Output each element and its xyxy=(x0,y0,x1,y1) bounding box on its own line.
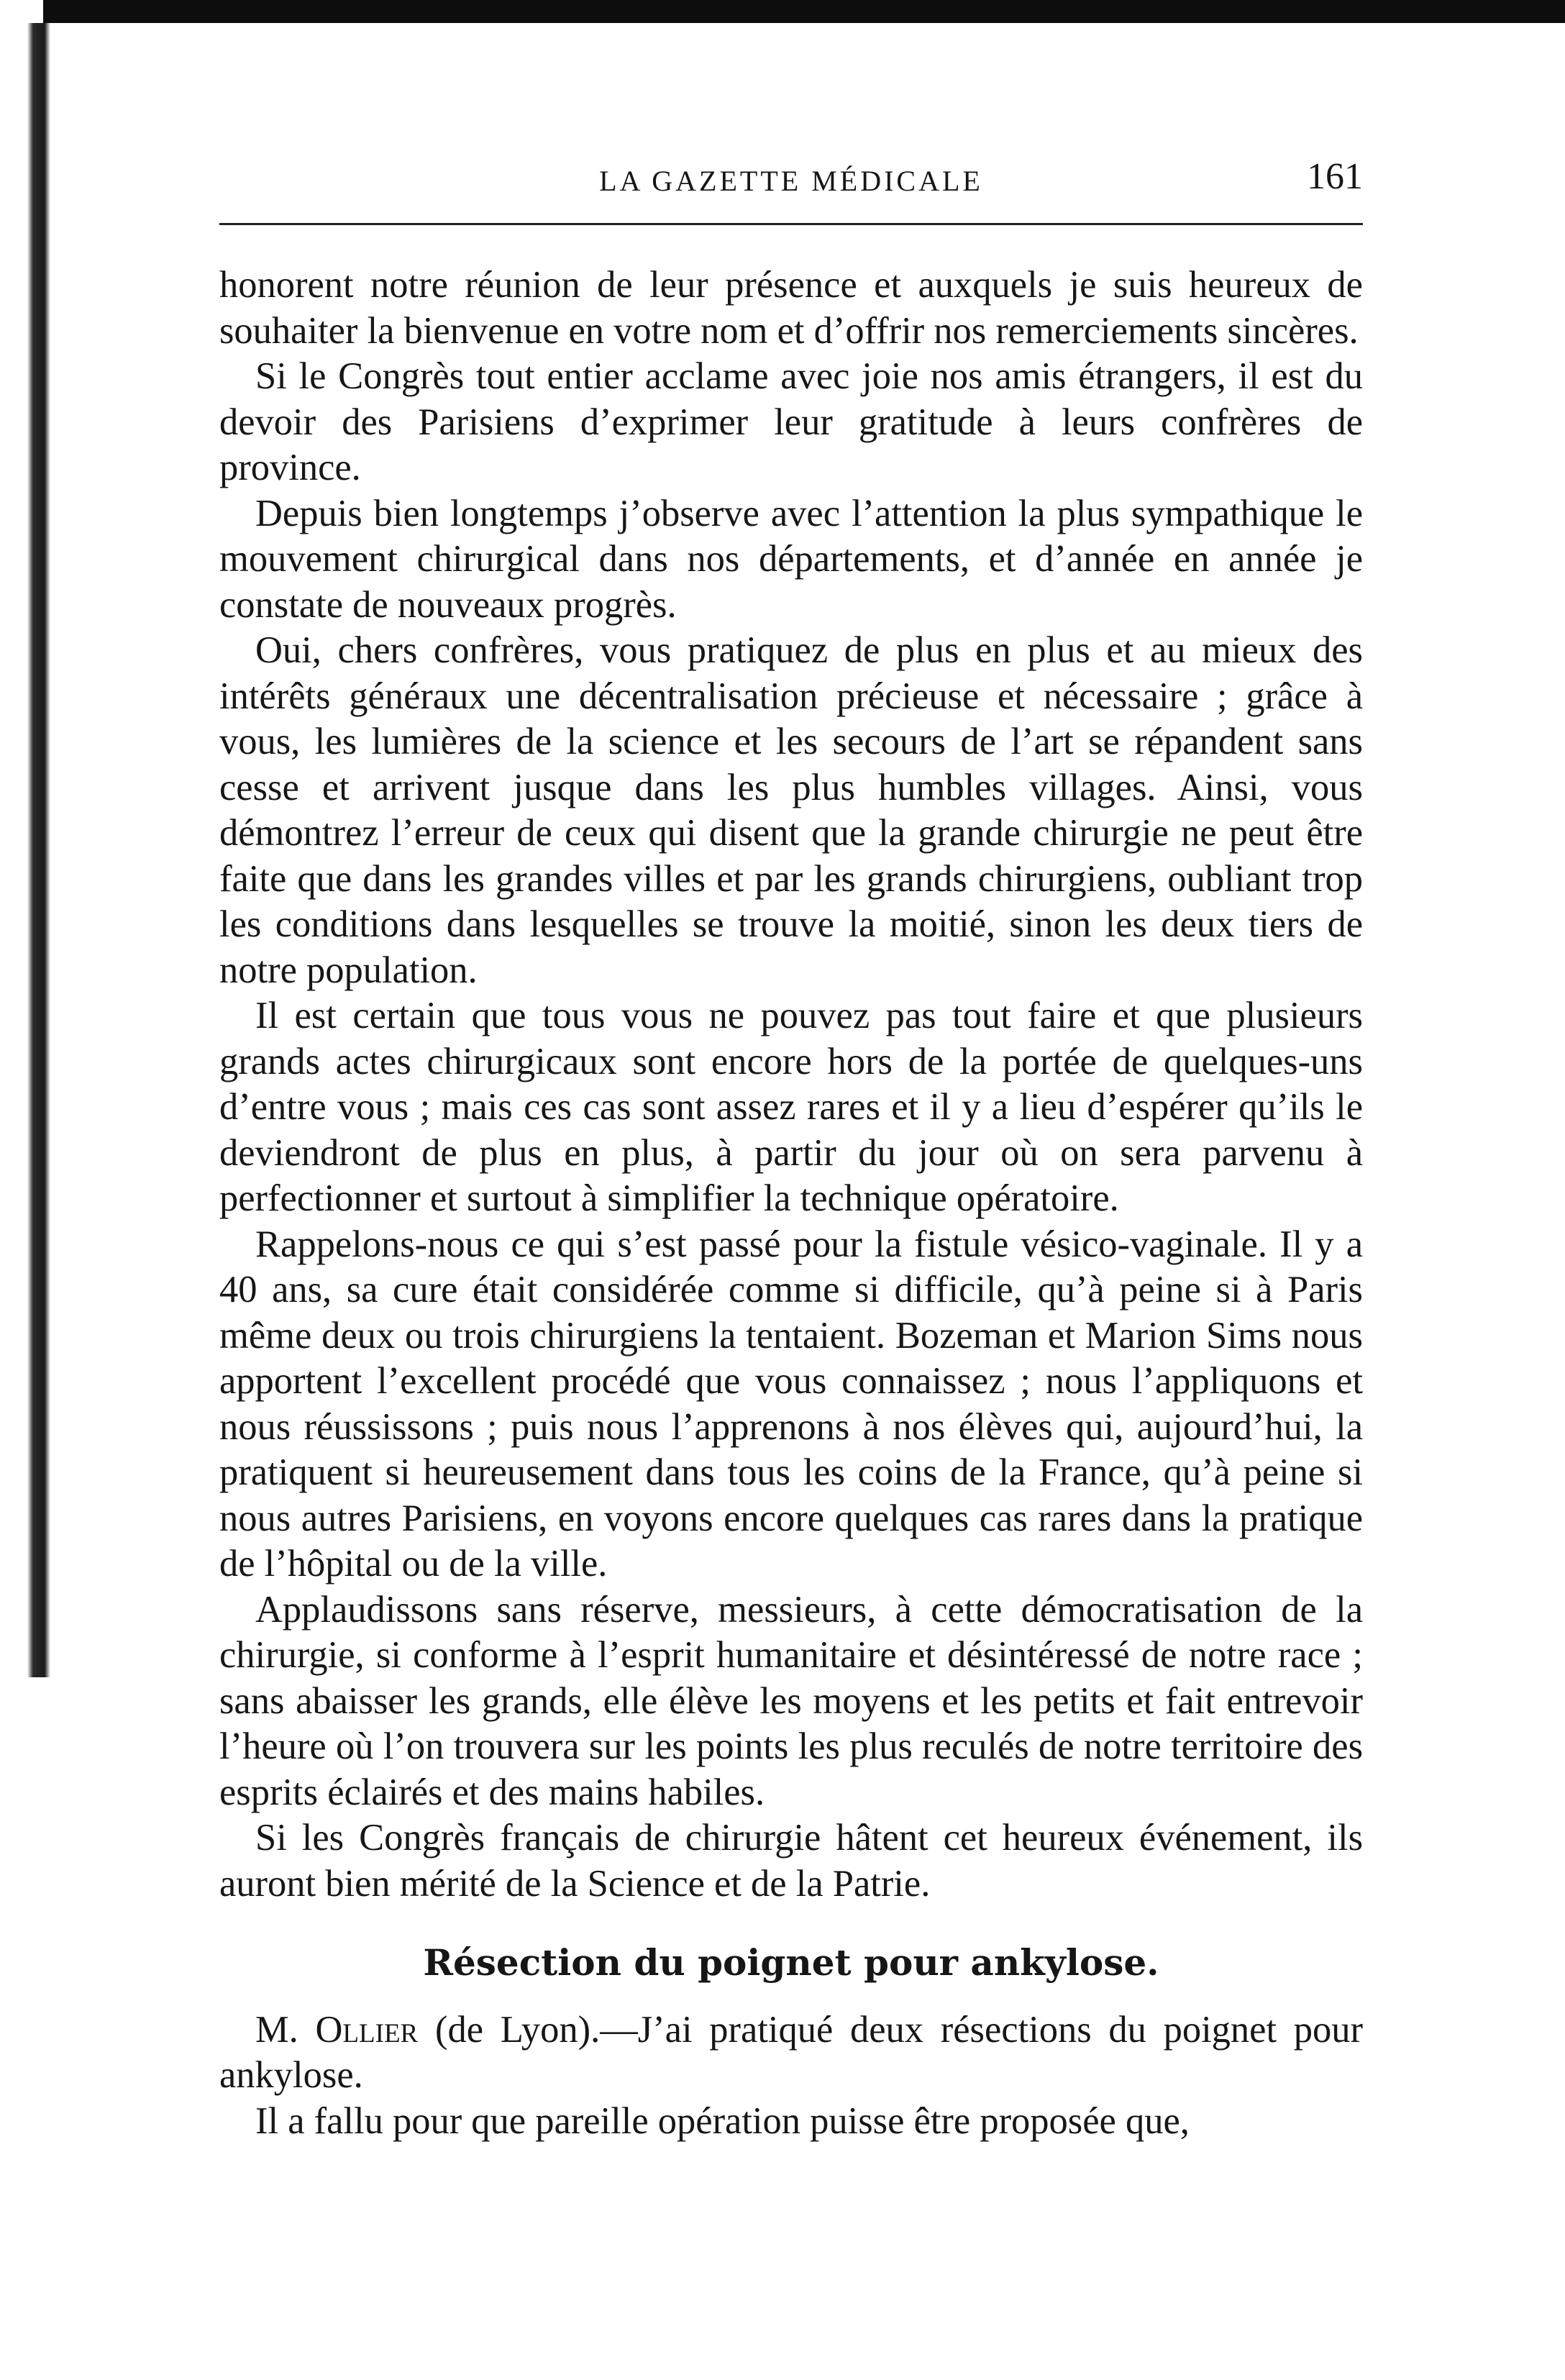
page-number: 161 xyxy=(1307,156,1363,197)
paragraph: Rappelons-nous ce qui s’est passé pour la fistule vésico-vaginale. Il y a 40 ans, sa cure était considérée comme si difficile, qu’à peine si à Paris même deux ou trois chirurgiens la tentaient. Bozeman et Marion Sims nous apportent l’excellent procédé que vous connaissez ; nous l’appliquons et nous réussissons ; puis nous l’apprenons à nos élèves qui, aujourd’hui, la pratiquent si heureusement dans tous les coins de la France, qu’à peine si nous autres Parisiens, en voyons encore quelques cas rares dans la pratique de l’hôpital ou de la ville. xyxy=(219,1223,1363,1585)
paragraph: Il est certain que tous vous ne pouvez pas tout faire et que plusieurs grands actes chirurgicaux sont encore hors de la portée de quelques-uns d’entre vous ; mais ces cas sont assez rares et il y a lieu d’espérer qu’ils le deviendront de plus en plus, à partir du jour où on sera parvenu à perfectionner et surtout à simplifier la technique opératoire. xyxy=(219,995,1363,1219)
paragraph: Oui, chers confrères, vous pratiquez de plus en plus et au mieux des intérêts généraux une décentralisation précieuse et nécessaire ; grâce à vous, les lumières de la science et les secours de l’art se répandent sans cesse et arrivent jusque dans les plus humbles villages. Ainsi, vous démontrez l’erreur de ceux qui disent que la grande chirurgie ne peut être faite que dans les grandes villes et par les grands chirurgiens, oubliant trop les conditions dans lesquelles se trouve la moitié, sinon les deux tiers de notre population. xyxy=(219,629,1363,991)
paragraph: Si le Congrès tout entier acclame avec joie nos amis étrangers, il est du devoir des Parisiens d’exprimer leur gratitude à leurs confrères de province. xyxy=(219,355,1363,488)
speaker-text: (de Lyon).—J’ai pratiqué deux résections du poignet pour ankylose. xyxy=(219,2008,1364,2096)
body-text xyxy=(219,263,1363,2144)
running-title: LA GAZETTE MÉDICALE xyxy=(599,165,983,197)
paragraph: Applaudissons sans réserve, messieurs, à cette démocratisation de la chirurgie, si conforme à l’esprit humanitaire et désintéressé de notre race ; sans abaisser les grands, elle élève les moyens et les petits et fait entrevoir l’heure où l’on trouvera sur les points les plus reculés de notre territoire des esprits éclairés et des mains habiles. xyxy=(219,1588,1363,1813)
paragraph: honorent notre réunion de leur présence et auxquels je suis heureux de souhaiter la bienvenue en votre nom et d’offrir nos remerciements sincères. xyxy=(219,264,1363,352)
document-page xyxy=(219,144,1363,2144)
speaker-paragraph xyxy=(219,2007,1363,2099)
scan-top-border xyxy=(43,0,1565,23)
paragraph: Depuis bien longtemps j’observe avec l’attention la plus sympathique le mouvement chirurgical dans nos départements, et d’année en année je constate de nouveaux progrès. xyxy=(219,492,1363,626)
paragraph: Si les Congrès français de chirurgie hâtent cet heureux événement, ils auront bien mérité de la Science et de la Patrie. xyxy=(219,1817,1363,1905)
section-heading: Résection du poignet pour ankylose. xyxy=(423,1941,1159,1984)
page-header xyxy=(219,144,1363,225)
paragraph: Il a fallu pour que pareille opération puisse être proposée que, xyxy=(255,2099,1190,2142)
scan-binding-shadow xyxy=(0,23,50,1677)
speaker-name: M. Ollier xyxy=(255,2008,419,2051)
